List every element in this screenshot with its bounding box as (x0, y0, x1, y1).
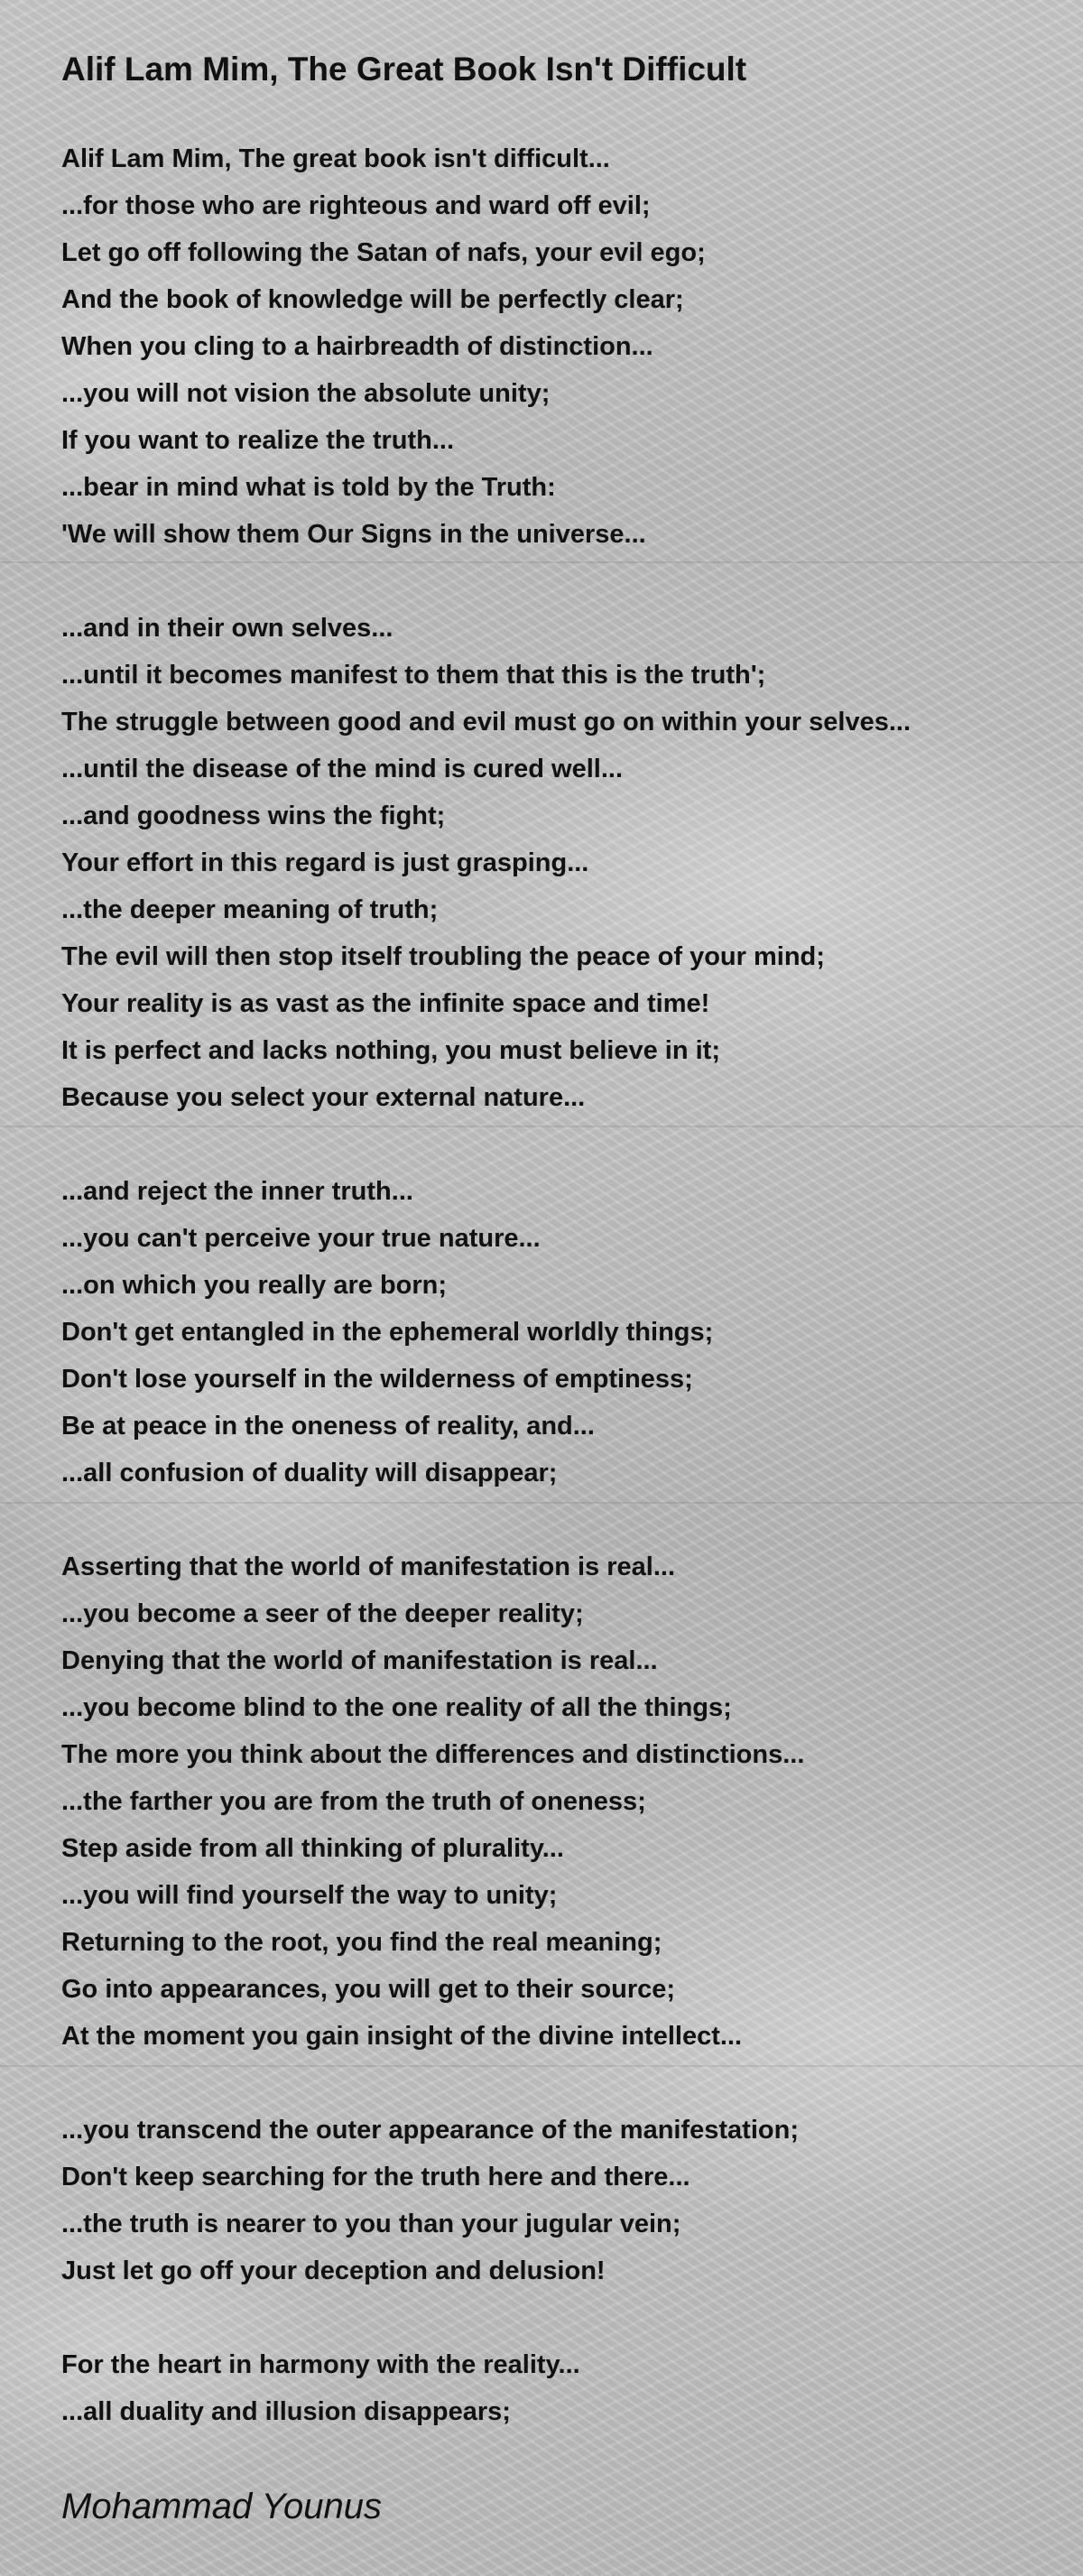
poem-line: ...and goodness wins the fight; (61, 802, 446, 830)
poem-line: Don't get entangled in the ephemeral worldly things; (61, 1318, 714, 1347)
poem-line: ...for those who are righteous and ward off evil; (61, 191, 651, 220)
poem-line: Alif Lam Mim, The great book isn't difficult... (61, 144, 610, 173)
poem-line: For the heart in harmony with the reality... (61, 2350, 580, 2379)
stanza-break (61, 558, 1063, 605)
poem-line: ...you will not vision the absolute unity; (61, 379, 551, 408)
poem-line: The struggle between good and evil must go on within your selves... (61, 708, 912, 737)
stanza-break (61, 1121, 1063, 1168)
poem-line: Just let go off your deception and delusion! (61, 2256, 606, 2285)
poem-line: ...you become a seer of the deeper reality; (61, 1599, 584, 1628)
poem-line: ...you can't perceive your true nature... (61, 1224, 541, 1253)
poem-line: Your effort in this regard is just grasping... (61, 848, 589, 877)
poem-line: ...you will find yourself the way to unity; (61, 1881, 558, 1910)
poem-line: Denying that the world of manifestation is real... (61, 1646, 658, 1675)
poem-line: Be at peace in the oneness of reality, and... (61, 1412, 595, 1441)
poem-line: At the moment you gain insight of the divine intellect... (61, 2022, 743, 2051)
poem-line: Step aside from all thinking of plurality... (61, 1834, 564, 1863)
poem-line: It is perfect and lacks nothing, you must believe in it; (61, 1036, 720, 1065)
poem-line: The more you think about the differences and distinctions... (61, 1740, 805, 1769)
poem-line: Returning to the root, you find the real meaning; (61, 1928, 662, 1957)
poem-line: ...the truth is nearer to you than your jugular vein; (61, 2210, 681, 2238)
poem-title: Alif Lam Mim, The Great Book Isn't Difficult (61, 51, 747, 88)
poem-line: Because you select your external nature... (61, 1083, 586, 1112)
poem-body (61, 135, 1063, 2435)
poem-line: Your reality is as vast as the infinite space and time! (61, 989, 710, 1018)
poem-line: ...and reject the inner truth... (61, 1177, 413, 1206)
poem-line: ...bear in mind what is told by the Truth: (61, 473, 556, 502)
poem-line: ...and in their own selves... (61, 614, 393, 643)
poem-line: ...the farther you are from the truth of oneness; (61, 1787, 646, 1816)
stanza-break (61, 2294, 1063, 2341)
poem-line: When you cling to a hairbreadth of distinction... (61, 332, 653, 361)
poem-line: Go into appearances, you will get to their source; (61, 1975, 676, 2004)
poem-line: ...on which you really are born; (61, 1271, 448, 1300)
poem-line: The evil will then stop itself troubling the peace of your mind; (61, 942, 825, 971)
stanza-break (61, 1496, 1063, 1543)
poem-line: ...you become blind to the one reality of all the things; (61, 1693, 732, 1722)
poem-author: Mohammad Younus (61, 2487, 383, 2526)
poem-line: ...the deeper meaning of truth; (61, 895, 439, 924)
stanza-break (61, 2060, 1063, 2107)
poem-line: Let go off following the Satan of nafs, your evil ego; (61, 238, 706, 267)
poem-line: If you want to realize the truth... (61, 426, 455, 455)
poem-line: Don't lose yourself in the wilderness of emptiness; (61, 1365, 693, 1394)
poem-line: ...all duality and illusion disappears; (61, 2397, 511, 2426)
poem-line: Asserting that the world of manifestation is real... (61, 1552, 675, 1581)
poem-line: ...you transcend the outer appearance of the manifestation; (61, 2116, 799, 2145)
poem-line: ...all confusion of duality will disappear; (61, 1459, 558, 1487)
poem-line: And the book of knowledge will be perfectly clear; (61, 285, 684, 314)
poem-line: ...until the disease of the mind is cured well... (61, 755, 624, 783)
poem-line: 'We will show them Our Signs in the universe... (61, 520, 646, 549)
poem-line: Don't keep searching for the truth here and there... (61, 2163, 690, 2191)
poem-line: ...until it becomes manifest to them that this is the truth'; (61, 661, 766, 690)
